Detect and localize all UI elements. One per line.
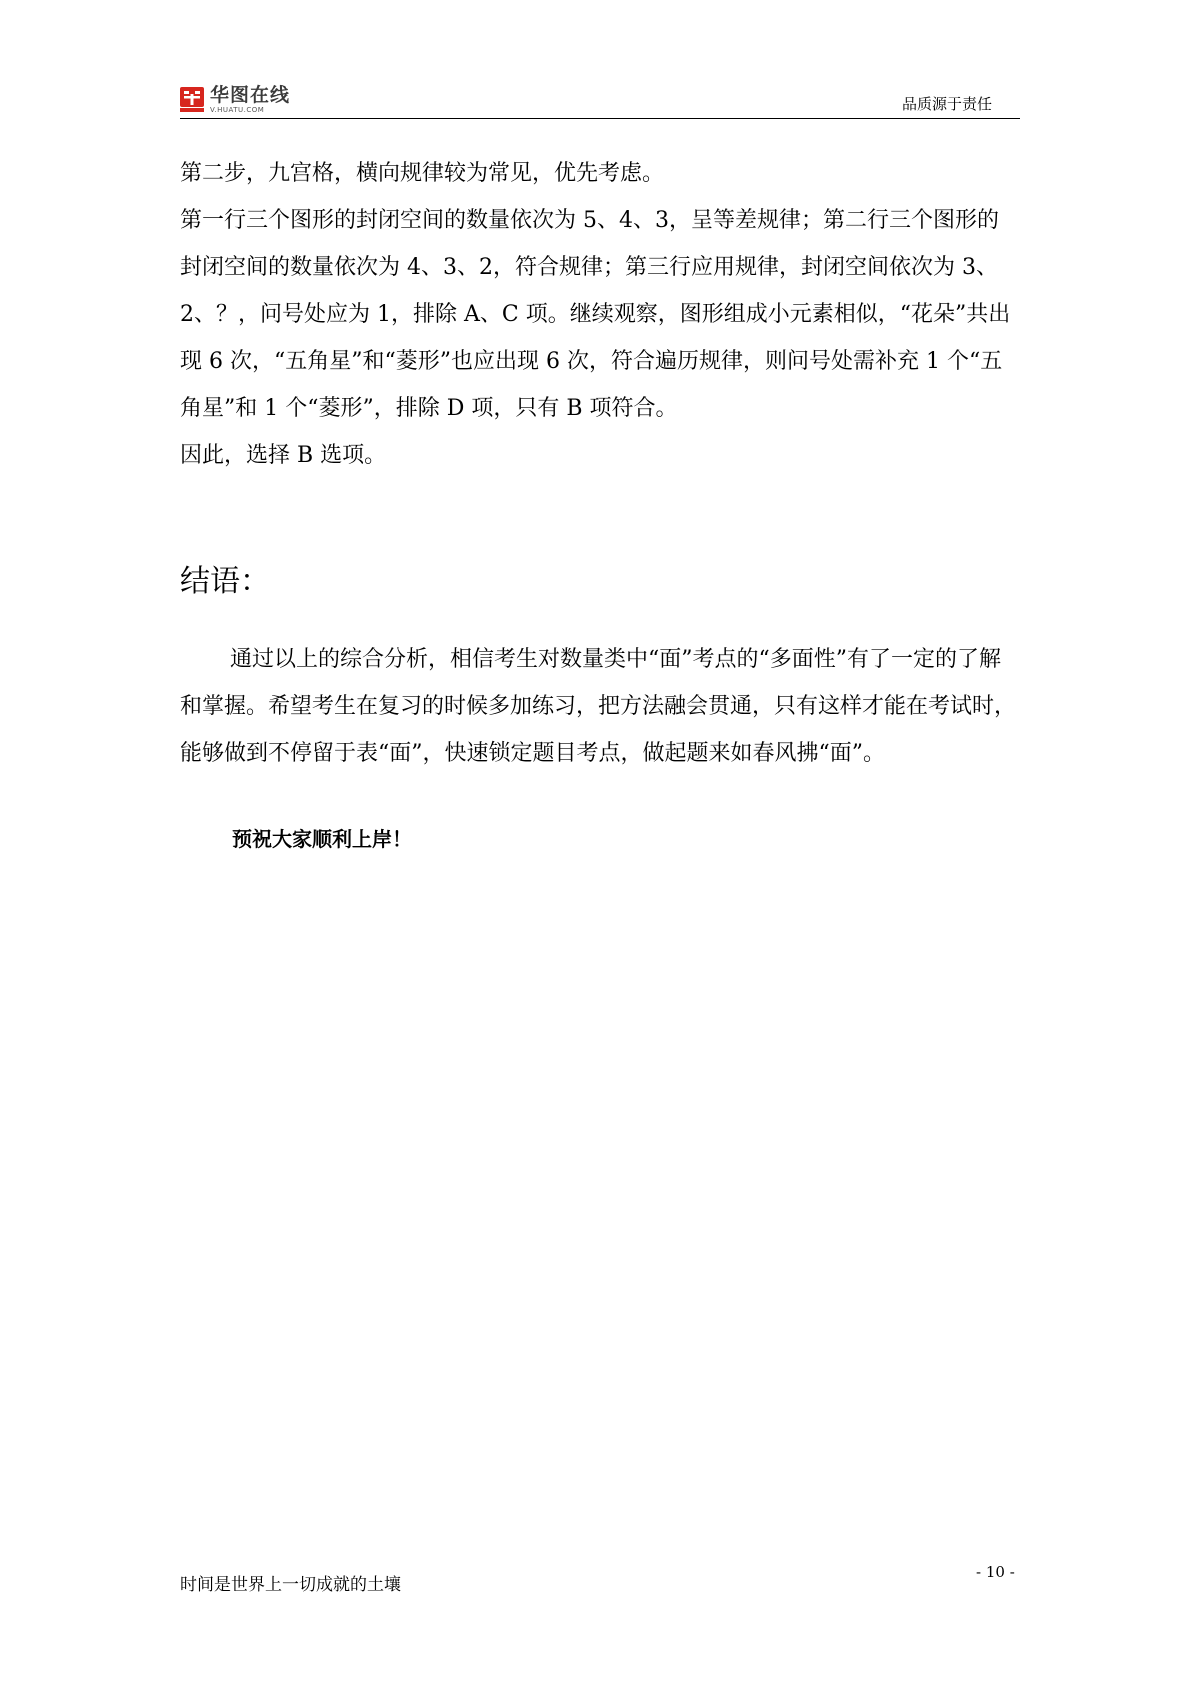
conclusion-paragraph: 通过以上的综合分析，相信考生对数量类中“面”考点的“多面性”有了一定的了解和掌握。希望考生在复习的时候多加练习，把方法融会贯通，只有这样才能在考试时，能够做到不停留于表“面”，快速锁定题目考点，做起题来如春风拂“面”。 xyxy=(180,647,1017,766)
analysis-text xyxy=(180,150,1020,479)
page-number: - 10 - xyxy=(976,1563,1015,1581)
brand-name: 华图在线 xyxy=(210,84,291,106)
paragraph-step-two: 第二步，九宫格，横向规律较为常见，优先考虑。 xyxy=(180,161,665,186)
paragraph-analysis: 第一行三个图形的封闭空间的数量依次为 5、4、3，呈等差规律；第二行三个图形的封闭空间的数量依次为 4、3、2，符合规律；第三行应用规律，封闭空间依次为 3、2、？，问号处应为 1，排除 A、C 项。继续观察，图形组成小元素相似，“花朵”共出现 6 次，“五角星”和“菱形”也应出现 6 次，符合遍历规律，则问号处需补充 1 个“五角星”和 1 个“菱形”，排除 D 项，只有 B 项符合。 xyxy=(180,208,1011,421)
conclusion-heading: 结语： xyxy=(180,564,270,599)
conclusion-section xyxy=(180,636,1020,777)
page-header xyxy=(180,80,1020,119)
paragraph-answer: 因此，选择 B 选项。 xyxy=(180,443,387,468)
brand-logo xyxy=(180,85,290,115)
footer-motto: 时间是世界上一切成就的土壤 xyxy=(180,1575,401,1595)
brand-url: V.HUATU.COM xyxy=(210,106,265,114)
closing-wish: 预祝大家顺利上岸！ xyxy=(232,827,412,851)
header-slogan: 品质源于责任 xyxy=(901,95,992,113)
huatu-logo-icon xyxy=(180,87,204,113)
